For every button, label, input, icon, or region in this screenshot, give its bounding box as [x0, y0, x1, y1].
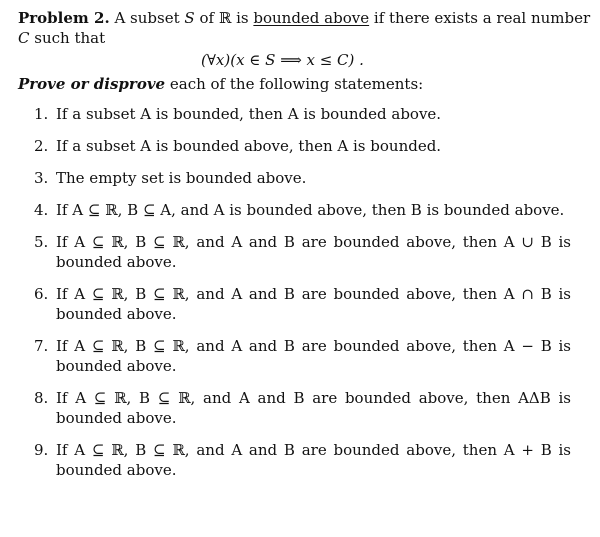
statement-number: 7. [34, 337, 49, 355]
statement-list [18, 104, 588, 480]
statement-item [18, 284, 571, 324]
statement-text: If A ⊆ ℝ, B ⊆ ℝ, and A and B are bounded above, then A + B is bounded above. [56, 441, 571, 479]
statement-text: If A ⊆ ℝ, B ⊆ A, and A is bounded above, then B is bounded above. [56, 201, 565, 219]
statement-item [18, 440, 571, 480]
statement-text: If A ⊆ ℝ, B ⊆ ℝ, and A and B are bounded above, then A ∩ B is bounded above. [56, 285, 571, 323]
statement-text: If a subset A is bounded, then A is bounded above. [56, 105, 442, 123]
instruction-text: each of the following statements: [169, 75, 424, 93]
instruction-emphasis: Prove or disprove [18, 75, 166, 93]
problem-label: Problem 2. [18, 9, 110, 27]
statement-number: 6. [34, 285, 49, 303]
intro-text-a-subset: A subset [114, 9, 180, 27]
statement-text: If A ⊆ ℝ, B ⊆ ℝ, and A and B are bounded above, then AΔB is bounded above. [56, 389, 571, 427]
instruction-line [18, 74, 588, 94]
display-formula: (∀x)(x ∈ S ⟹ x ≤ C) . [201, 51, 364, 69]
intro-text-of: of [199, 9, 215, 27]
statement-text: If A ⊆ ℝ, B ⊆ ℝ, and A and B are bounded above, then A − B is bounded above. [56, 337, 571, 375]
statement-number: 1. [34, 105, 49, 123]
problem-document [18, 8, 591, 492]
problem-statement-line-2 [18, 28, 588, 48]
intro-text-such-that: such that [34, 29, 106, 47]
statement-item [18, 168, 571, 188]
statement-text: The empty set is bounded above. [56, 169, 307, 187]
statement-item [18, 104, 571, 124]
statement-number: 9. [34, 441, 49, 459]
set-symbol-s: S [184, 9, 195, 27]
statement-number: 5. [34, 233, 49, 251]
statement-item [18, 336, 571, 376]
statement-number: 3. [34, 169, 49, 187]
statement-item [18, 136, 571, 156]
reals-symbol: ℝ [218, 9, 232, 27]
statement-item [18, 232, 571, 272]
statement-number: 8. [34, 389, 49, 407]
statement-item [18, 388, 571, 428]
constant-symbol-c: C [18, 29, 30, 47]
statement-number: 4. [34, 201, 49, 219]
statement-item [18, 200, 571, 220]
problem-statement-line-1 [18, 8, 591, 28]
statement-number: 2. [34, 137, 49, 155]
statement-text: If A ⊆ ℝ, B ⊆ ℝ, and A and B are bounded above, then A ∪ B is bounded above. [56, 233, 571, 271]
intro-text-is: is [236, 9, 249, 27]
defined-term-bounded-above: bounded above [253, 9, 370, 27]
intro-text-real-number: if there exists a real number [373, 9, 591, 27]
statement-text: If a subset A is bounded above, then A is bounded. [56, 137, 442, 155]
